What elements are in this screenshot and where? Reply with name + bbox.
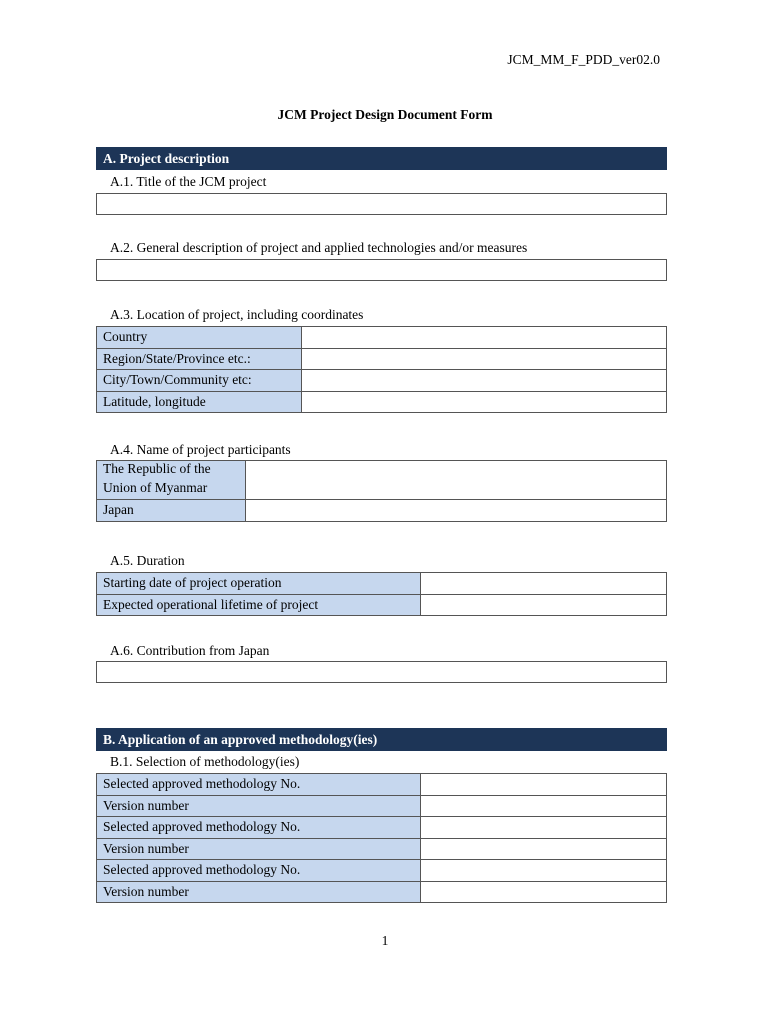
a2-label: A.2. General description of project and applied technologies and/or measures bbox=[110, 240, 528, 255]
latlong-label: Latitude, longitude bbox=[97, 391, 302, 413]
a3-label: A.3. Location of project, including coordinates bbox=[110, 307, 364, 322]
table-row bbox=[97, 594, 667, 616]
methodology-2-label: Selected approved methodology No. bbox=[97, 817, 421, 839]
participant-japan-label: Japan bbox=[97, 500, 246, 522]
participant-myanmar-line2: Union of Myanmar bbox=[103, 480, 208, 495]
version-2-field[interactable] bbox=[421, 838, 667, 860]
a6-contribution-field[interactable] bbox=[96, 661, 667, 683]
table-row bbox=[97, 327, 667, 349]
methodology-1-label: Selected approved methodology No. bbox=[97, 774, 421, 796]
lifetime-field[interactable] bbox=[421, 594, 667, 616]
b1-methodology-table bbox=[96, 773, 667, 903]
start-date-label: Starting date of project operation bbox=[97, 573, 421, 595]
table-row bbox=[97, 391, 667, 413]
country-field[interactable] bbox=[302, 327, 667, 349]
methodology-3-field[interactable] bbox=[421, 860, 667, 882]
a1-title-field[interactable] bbox=[96, 193, 667, 215]
document-code: JCM_MM_F_PDD_ver02.0 bbox=[507, 52, 660, 67]
methodology-2-field[interactable] bbox=[421, 817, 667, 839]
table-row bbox=[97, 500, 667, 522]
version-3-field[interactable] bbox=[421, 881, 667, 903]
table-row bbox=[97, 795, 667, 817]
section-b-header: B. Application of an approved methodology(ies) bbox=[96, 728, 667, 751]
version-3-label: Version number bbox=[97, 881, 421, 903]
table-row bbox=[97, 461, 667, 500]
a5-duration-table bbox=[96, 572, 667, 616]
city-field[interactable] bbox=[302, 370, 667, 392]
region-field[interactable] bbox=[302, 348, 667, 370]
section-a-header: A. Project description bbox=[96, 147, 667, 170]
b1-label: B.1. Selection of methodology(ies) bbox=[110, 754, 300, 769]
latlong-field[interactable] bbox=[302, 391, 667, 413]
city-label: City/Town/Community etc: bbox=[97, 370, 302, 392]
table-row bbox=[97, 370, 667, 392]
participant-myanmar-label bbox=[97, 461, 246, 500]
table-row bbox=[97, 881, 667, 903]
participant-myanmar-line1: The Republic of the bbox=[103, 461, 211, 476]
methodology-3-label: Selected approved methodology No. bbox=[97, 860, 421, 882]
participant-myanmar-field[interactable] bbox=[246, 461, 667, 500]
version-1-field[interactable] bbox=[421, 795, 667, 817]
table-row bbox=[97, 348, 667, 370]
table-row bbox=[97, 838, 667, 860]
a6-label: A.6. Contribution from Japan bbox=[110, 643, 270, 658]
a5-label: A.5. Duration bbox=[110, 553, 185, 568]
table-row bbox=[97, 774, 667, 796]
table-row bbox=[97, 573, 667, 595]
a1-label: A.1. Title of the JCM project bbox=[110, 174, 267, 189]
region-label: Region/State/Province etc.: bbox=[97, 348, 302, 370]
table-row bbox=[97, 817, 667, 839]
table-row bbox=[97, 860, 667, 882]
start-date-field[interactable] bbox=[421, 573, 667, 595]
version-1-label: Version number bbox=[97, 795, 421, 817]
page-number: 1 bbox=[381, 933, 389, 948]
participant-japan-field[interactable] bbox=[246, 500, 667, 522]
lifetime-label: Expected operational lifetime of project bbox=[97, 594, 421, 616]
a4-label: A.4. Name of project participants bbox=[110, 442, 291, 457]
a3-location-table bbox=[96, 326, 667, 413]
version-2-label: Version number bbox=[97, 838, 421, 860]
methodology-1-field[interactable] bbox=[421, 774, 667, 796]
country-label: Country bbox=[97, 327, 302, 349]
form-title: JCM Project Design Document Form bbox=[277, 107, 493, 122]
a2-description-field[interactable] bbox=[96, 259, 667, 281]
a4-participants-table bbox=[96, 460, 667, 522]
